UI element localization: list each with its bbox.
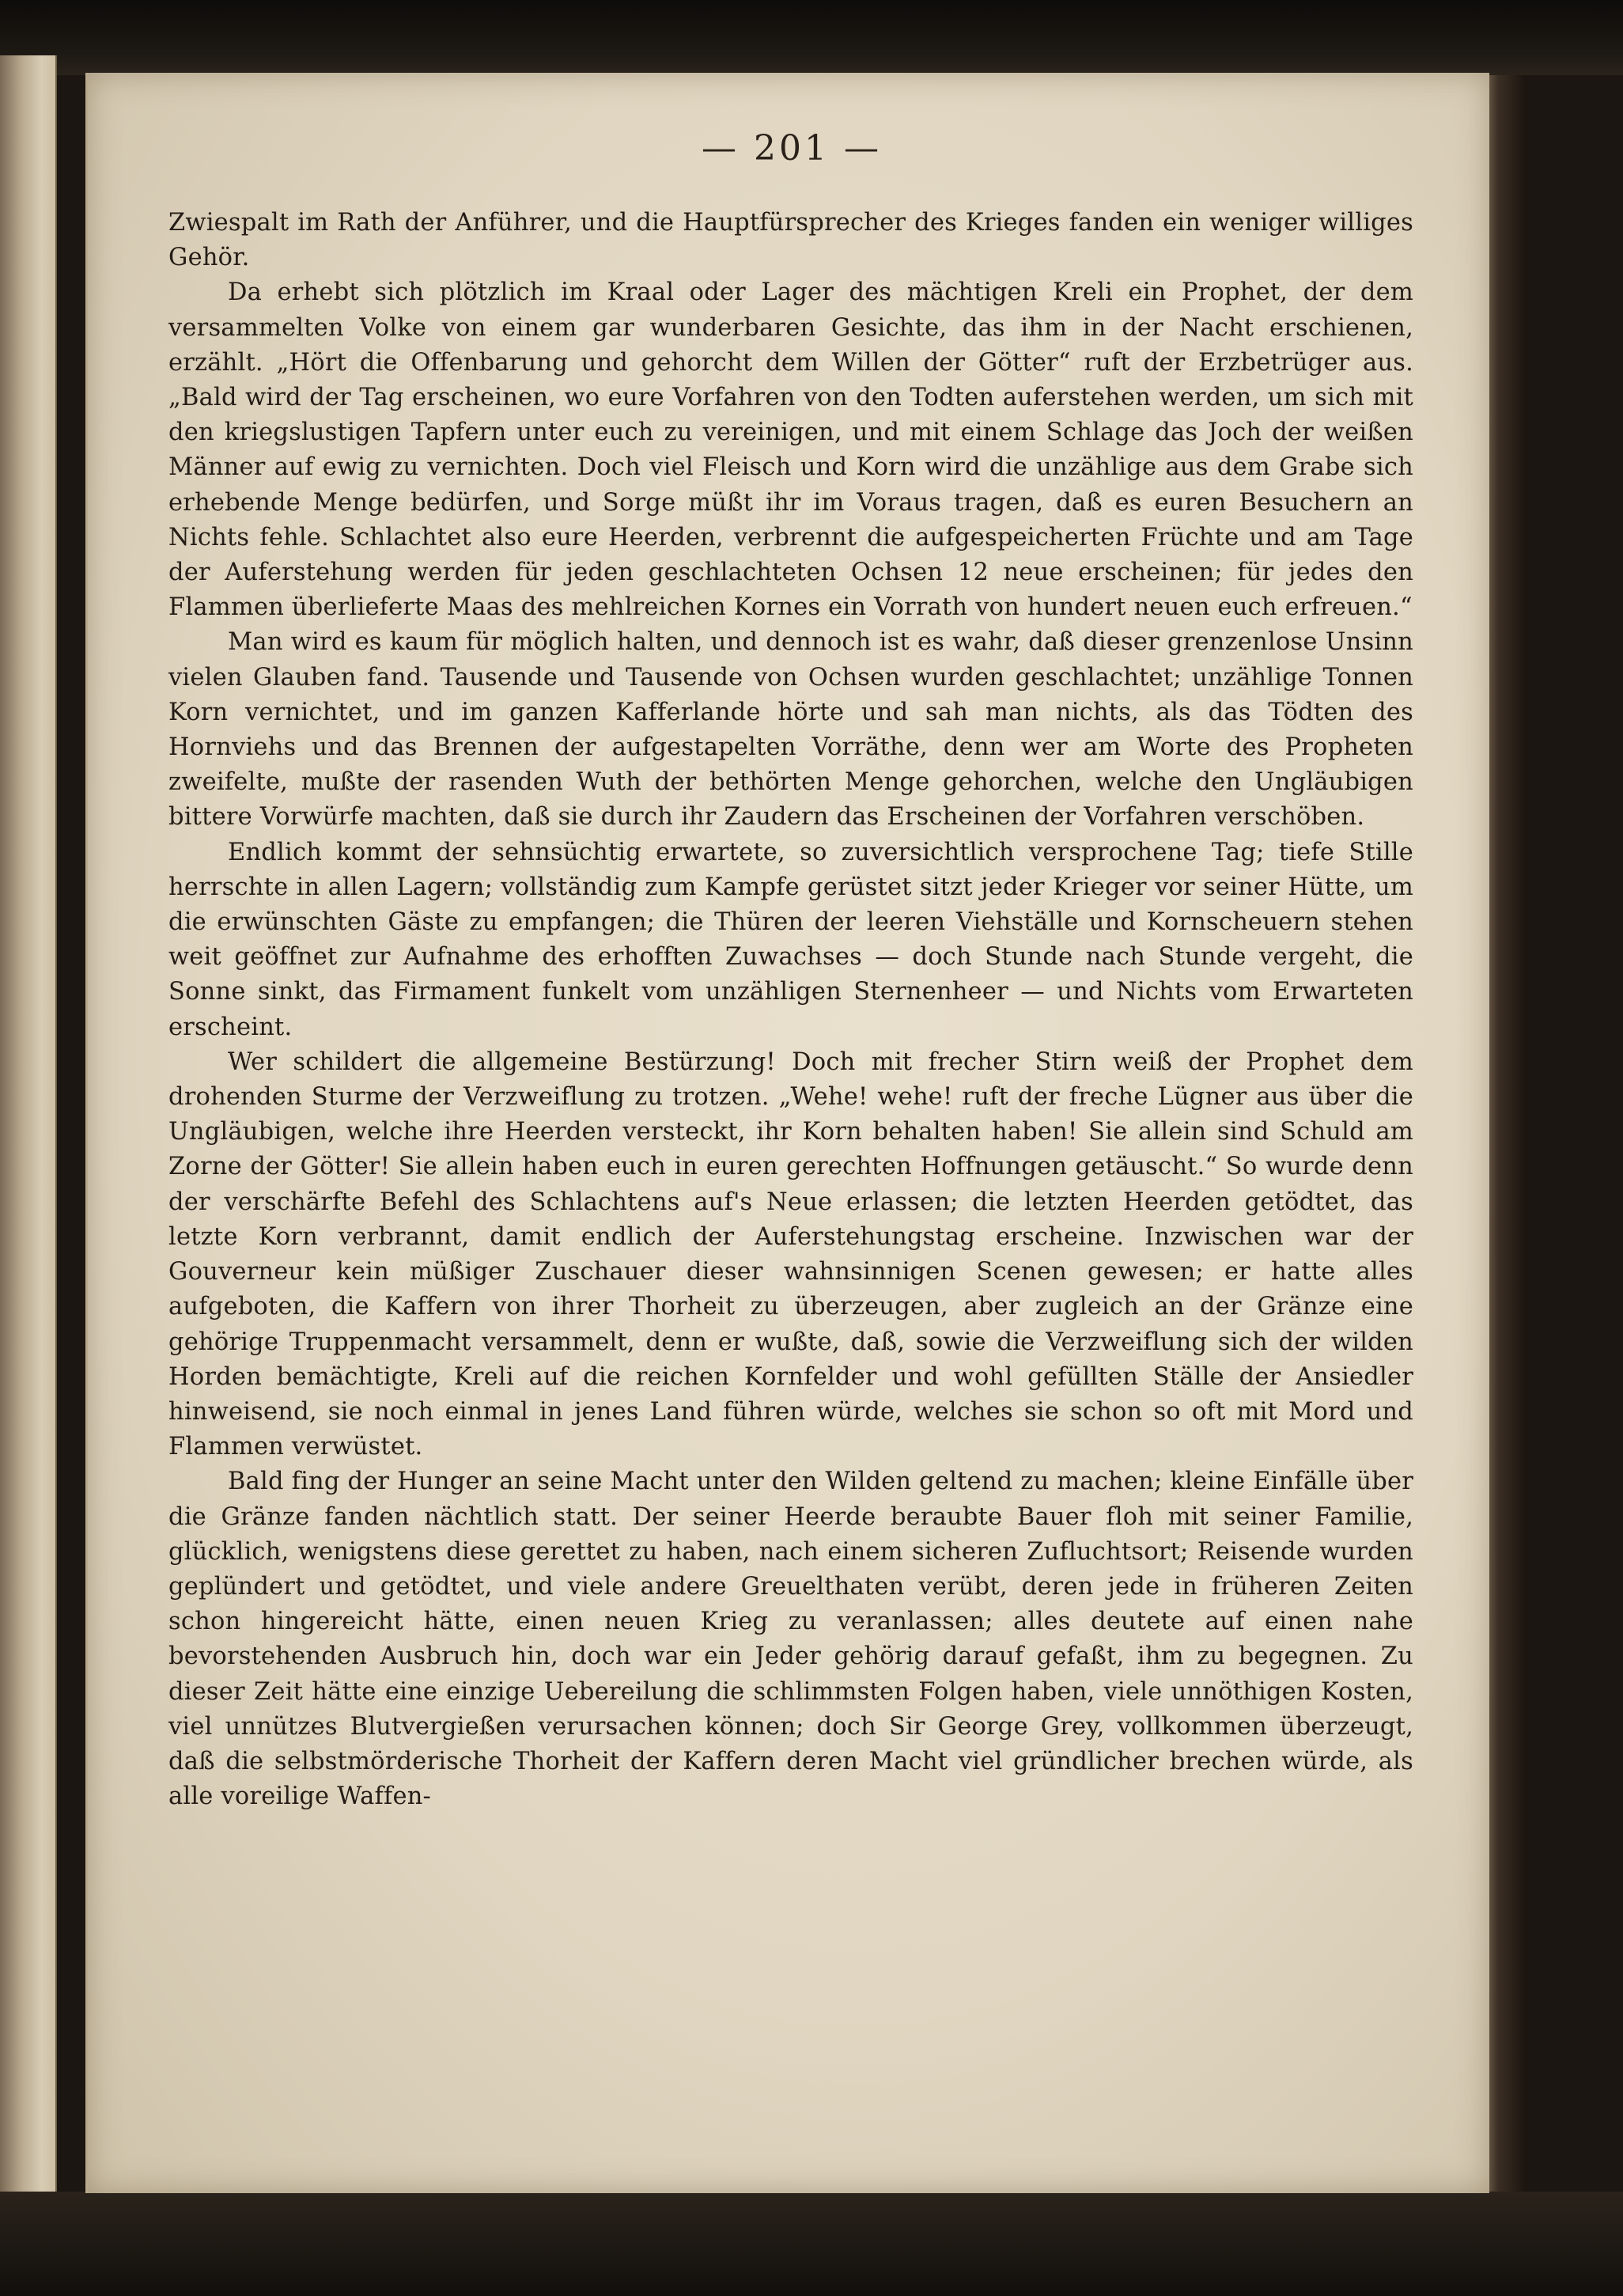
paragraph-4: Endlich kommt der sehnsüchtig erwartete, so zuversichtlich versprochene Tag; tiefe Stille herrschte in allen Lagern; vollständig zum Kampfe gerüstet sitzt jeder Krieger vor seiner Hütte, um die erwünschten Gäste zu empfangen; die Thüren der leeren Viehställe und Kornscheuern stehen weit geöffnet zur Aufnahme des erhofften Zuwachses — doch Stunde nach Stunde vergeht, die Sonne sinkt, das Firmament funkelt vom unzähligen Sternenheer — und Nichts vom Erwarteten erscheint.: [168, 838, 1413, 1041]
paragraph-5: Wer schildert die allgemeine Bestürzung! Doch mit frecher Stirn weiß der Prophet dem drohenden Sturme der Verzweiflung zu trotzen. „Wehe! wehe! ruft der freche Lügner aus über die Ungläubigen, welche ihre Heerden versteckt, ihr Korn behalten haben! Sie allein sind Schuld am Zorne der Götter! Sie allein haben euch in euren gerechten Hoffnungen getäuscht.“ So wurde denn der verschärfte Befehl des Schlachtens auf's Neue erlassen; die letzten Heerden getödtet, das letzte Korn verbrannt, damit endlich der Auferstehungstag erscheine. Inzwischen war der Gouverneur kein müßiger Zuschauer dieser wahnsinnigen Scenen gewesen; er hatte alles aufgeboten, die Kaffern von ihrer Thorheit zu überzeugen, aber zugleich an der Gränze eine gehörige Truppenmacht versammelt, denn er wußte, daß, sowie die Verzweiflung sich der wilden Horden bemächtigte, Kreli auf die reichen Kornfelder und wohl gefüllten Ställe der Ansiedler hinweisend, sie noch einmal in jenes Land führen würde, welches sie schon so oft mit Mord und Flammen verwüstet.: [168, 1048, 1413, 1461]
paragraph-6: Bald fing der Hunger an seine Macht unter den Wilden geltend zu machen; kleine Einfälle über die Gränze fanden nächtlich statt. Der seiner Heerde beraubte Bauer floh mit seiner Familie, glücklich, wenigstens diese gerettet zu haben, nach einem sicheren Zufluchtsort; Reisende wurden geplündert und getödtet, und viele andere Greuelthaten verübt, deren jede in früheren Zeiten schon hingereicht hätte, einen neuen Krieg zu veranlassen; alles deutete auf einen nahe bevorstehenden Ausbruch hin, doch war ein Jeder gehörig darauf gefaßt, ihm zu begegnen. Zu dieser Zeit hätte eine einzige Uebereilung die schlimmsten Folgen haben, viele unnöthigen Kosten, viel unnützes Blutvergießen verursachen können; doch Sir George Grey, vollkommen überzeugt, daß die selbstmörderische Thorheit der Kaffern deren Macht viel gründlicher brechen würde, als alle voreilige Waffen-: [168, 1468, 1413, 1811]
book-page: [85, 73, 1489, 2193]
scan-background-top: [0, 0, 1623, 75]
facing-page-edge: [0, 55, 57, 2207]
page-number: — 201 —: [702, 128, 882, 169]
paragraph-2: Da erhebt sich plötzlich im Kraal oder Lager des mächtigen Kreli ein Prophet, der dem versammelten Volke von einem gar wunderbaren Gesichte, das ihm in der Nacht erschienen, erzählt. „Hört die Offenbarung und gehorcht dem Willen der Götter“ ruft der Erzbetrüger aus. „Bald wird der Tag erscheinen, wo eure Vorfahren von den Todten auferstehen werden, um sich mit den kriegslustigen Tapfern unter euch zu vereinigen, und mit einem Schlage das Joch der weißen Männer auf ewig zu vernichten. Doch viel Fleisch und Korn wird die unzählige aus dem Grabe sich erhebende Menge bedürfen, und Sorge müßt ihr im Voraus tragen, daß es euren Besuchern an Nichts fehle. Schlachtet also eure Heerden, verbrennt die aufgespeicherten Früchte und am Tage der Auferstehung werden für jeden geschlachteten Ochsen 12 neue erscheinen; für jedes den Flammen überlieferte Maas des mehlreichen Kornes ein Vorrath von hundert neuen euch erfreuen.“: [168, 278, 1413, 622]
body-text: [168, 206, 1413, 1814]
scan-background-bottom: [0, 2192, 1623, 2296]
paragraph-1: Zwiespalt im Rath der Anführer, und die Hauptfürsprecher des Krieges fanden ein weniger williges Gehör.: [168, 209, 1413, 272]
paragraph-3: Man wird es kaum für möglich halten, und dennoch ist es wahr, daß dieser grenzenlose Unsinn vielen Glauben fand. Tausende und Tausende von Ochsen wurden geschlachtet; unzählige Tonnen Korn vernichtet, und im ganzen Kafferlande hörte und sah man nichts, als das Tödten des Hornviehs und das Brennen der aufgestapelten Vorräthe, denn wer am Worte des Propheten zweifelte, mußte der rasenden Wuth der bethörten Menge gehorchen, welche den Ungläubigen bittere Vorwürfe machten, daß sie durch ihr Zaudern das Erscheinen der Vorfahren verschöben.: [168, 628, 1413, 832]
